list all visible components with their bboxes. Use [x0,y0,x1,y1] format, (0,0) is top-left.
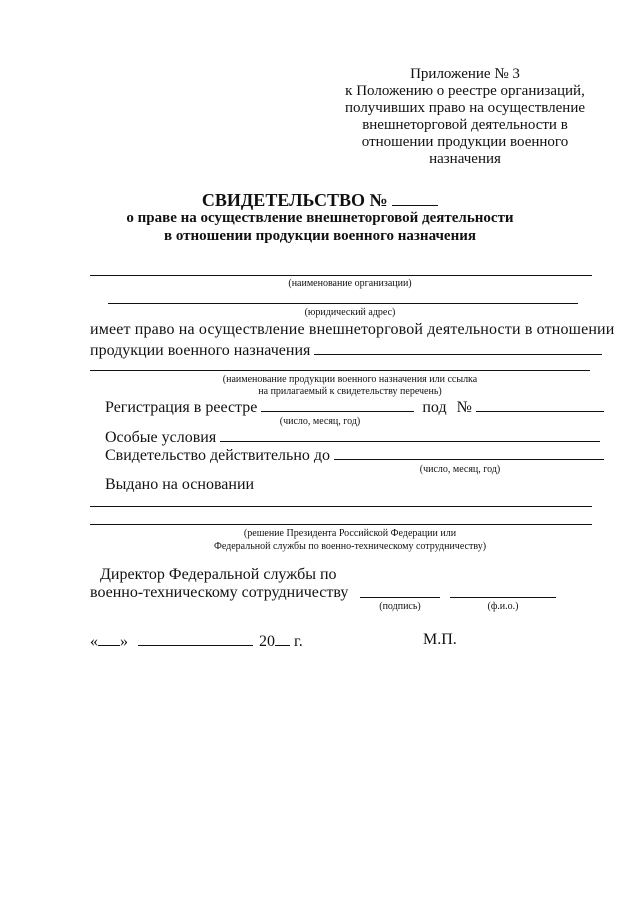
stamp-placeholder: М.П. [423,631,457,648]
issued-basis-caption-1: (решение Президента Российской Федерации или [243,528,457,539]
annex-line: назначения [429,151,501,167]
month-blank[interactable] [138,631,253,646]
valid-until-label: Свидетельство действительно до [105,447,331,464]
valid-until-row [105,445,604,465]
year-blank[interactable] [275,631,290,646]
special-conditions-blank[interactable] [220,427,600,442]
annex-line: получивших право на осуществление [344,100,585,116]
date-row [90,631,303,651]
issued-basis-line-2[interactable] [90,524,592,525]
fio-line[interactable] [450,597,556,598]
year-prefix: 20 [259,633,275,650]
rights-text-line2 [90,340,602,360]
annex-line: внешнеторговой деятельности в [362,117,568,133]
issued-basis-caption-2: Федеральной службы по военно-техническому сотрудничеству) [213,541,487,552]
signature-caption: (подпись) [379,601,421,612]
signature-line[interactable] [360,597,440,598]
product-caption-1: (наименование продукции военного назначения или ссылка [222,374,478,385]
document-subtitle-2: в отношении продукции военного назначения [164,228,476,244]
under-label: под [422,399,447,416]
annex-line: отношении продукции военного [361,134,569,150]
year-suffix: г. [294,633,303,650]
document-title [0,190,640,211]
rights-text-line1: имеет право на осуществление внешнеторговой деятельности в отношении [90,321,615,338]
valid-until-blank[interactable] [334,445,604,460]
special-conditions-row [105,427,600,447]
signatory-title-line1: Директор Федеральной службы по [100,566,337,583]
annex-line: к Положению о реестре организаций, [345,83,585,99]
registration-label: Регистрация в реестре [105,399,258,416]
annex-header [330,66,600,168]
registration-row [105,397,604,417]
issued-basis-label: Выдано на основании [105,476,255,493]
registration-number-blank[interactable] [476,397,604,412]
product-blank[interactable] [314,340,602,355]
registration-date-blank[interactable] [261,397,414,412]
signatory-title-line2: военно-техническому сотрудничеству [90,584,349,601]
valid-until-caption: (число, месяц, год) [419,464,501,475]
annex-line: Приложение № 3 [410,66,520,82]
org-name-caption: (наименование организации) [288,278,412,289]
date-open-quote: « [90,633,98,650]
document-title-text: СВИДЕТЕЛЬСТВО № [201,190,388,210]
issued-basis-line-1[interactable] [90,506,592,507]
rights-text-line2-label: продукции военного назначения [90,342,311,359]
legal-address-line[interactable] [108,303,578,304]
org-name-line[interactable] [90,275,592,276]
registration-date-caption: (число, месяц, год) [279,416,361,427]
day-blank[interactable] [98,631,120,646]
document-subtitle-1: о праве на осуществление внешнеторговой деятельности [126,210,514,226]
product-line[interactable] [90,370,590,371]
fio-caption: (ф.и.о.) [487,601,519,612]
date-close-quote: » [120,633,128,650]
number-sign: № [456,399,472,416]
legal-address-caption: (юридический адрес) [304,307,396,318]
special-conditions-label: Особые условия [105,429,217,446]
product-caption-2: на прилагаемый к свидетельству перечень) [258,386,442,397]
certificate-number-blank[interactable] [392,191,438,206]
